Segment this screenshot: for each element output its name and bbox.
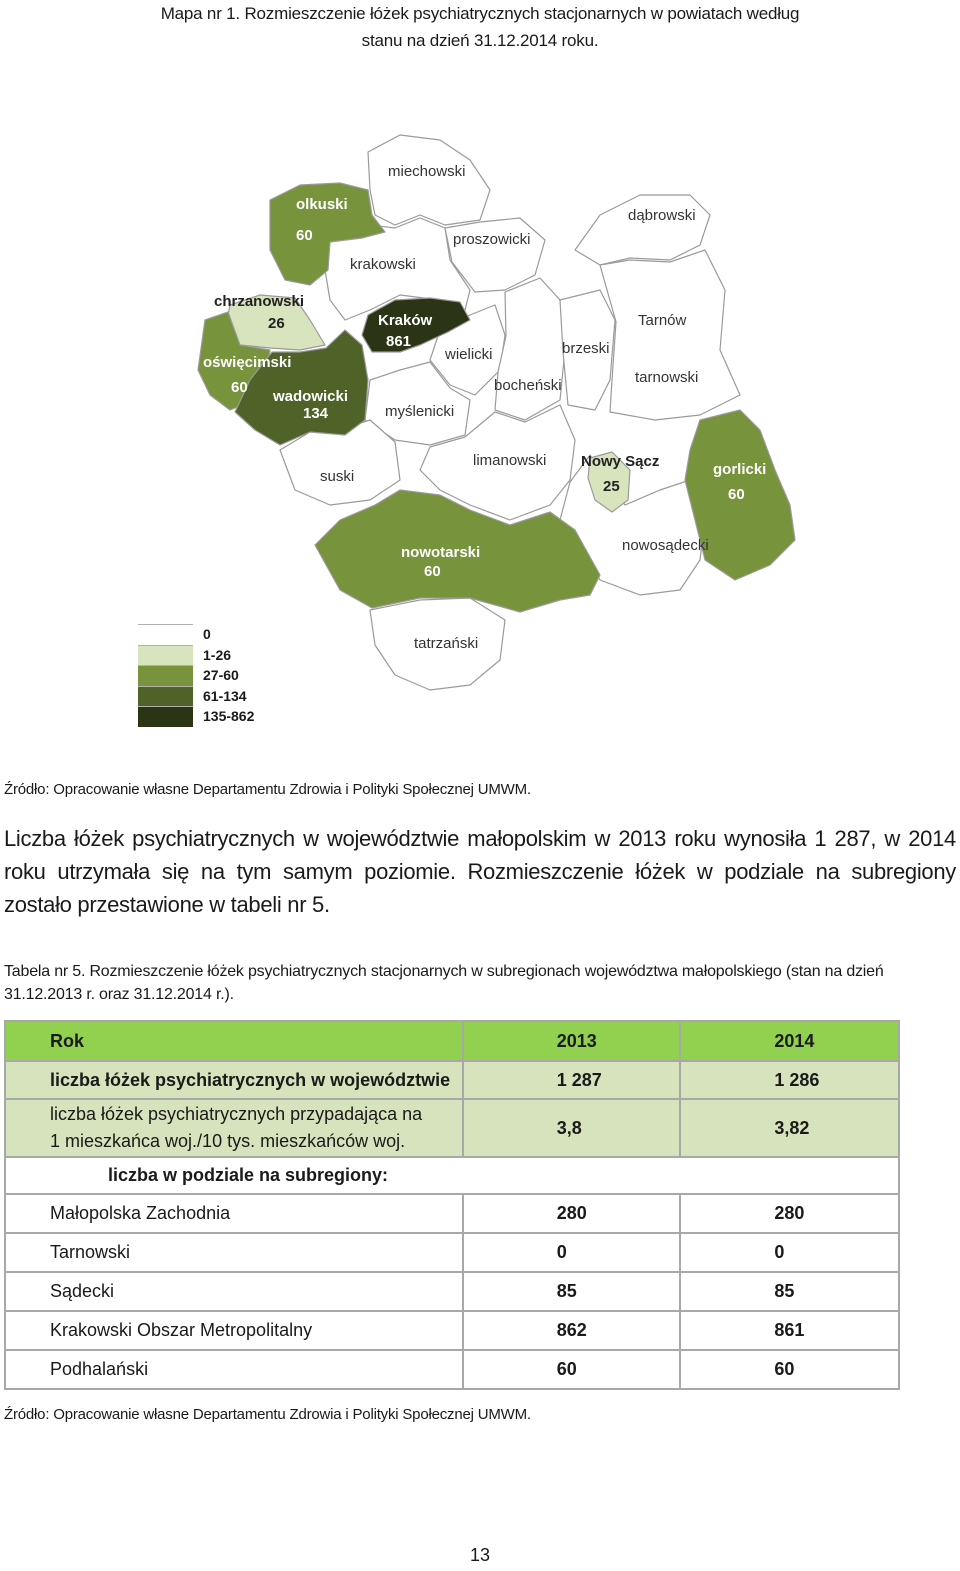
subregion-2013: 0 <box>463 1233 681 1272</box>
subregions-heading: liczba w podziale na subregiony: <box>5 1157 899 1194</box>
total-beds-2014: 1 286 <box>680 1061 899 1099</box>
total-beds-label: liczba łóżek psychiatrycznych w województwie <box>5 1061 463 1099</box>
beds-table <box>4 1020 900 1390</box>
legend-swatch <box>138 686 193 707</box>
district-miechowski <box>368 135 490 225</box>
label-olkuski-value: 60 <box>296 227 313 244</box>
subregion-name: Małopolska Zachodnia <box>5 1194 463 1233</box>
table-header-row <box>5 1021 899 1061</box>
label-chrzanowski-value: 26 <box>268 315 285 332</box>
label-olkuski: olkuski <box>296 196 348 213</box>
header-2013: 2013 <box>463 1021 681 1061</box>
label-suski: suski <box>320 468 355 485</box>
table-source: Źródło: Opracowanie własne Departamentu Zdrowia i Polityki Społecznej UMWM. <box>4 1406 531 1423</box>
label-krakow: Kraków <box>378 312 433 329</box>
subregion-2014: 85 <box>680 1272 899 1311</box>
subregion-2013: 862 <box>463 1311 681 1350</box>
label-myslenicki: myślenicki <box>385 403 455 420</box>
body-paragraph: Liczba łóżek psychiatrycznych w województwie małopolskim w 2013 roku wynosiła 1 287, w 2014 roku utrzymała się na tym samym poziomie. Rozmieszczenie łóżek w podziale na subregiony zostało przestawione w tabeli nr 5. <box>4 826 956 917</box>
label-proszowicki: proszowicki <box>453 231 531 248</box>
label-oswiecimski: oświęcimski <box>203 354 292 371</box>
subregion-2014: 280 <box>680 1194 899 1233</box>
label-chrzanowski: chrzanowski <box>214 293 305 310</box>
label-tatrzanski: tatrzański <box>414 635 479 652</box>
legend-item <box>138 624 254 645</box>
subregion-name: Tarnowski <box>5 1233 463 1272</box>
label-oswiecimski-value: 60 <box>231 379 248 396</box>
label-nowy-sacz: Nowy Sącz <box>581 453 660 470</box>
legend-item <box>138 686 254 707</box>
table-row-total-beds <box>5 1061 899 1099</box>
label-brzeski: brzeski <box>562 340 610 357</box>
label-tarnow: Tarnów <box>638 312 687 329</box>
label-limanowski: limanowski <box>473 452 547 469</box>
table-row <box>5 1272 899 1311</box>
label-gorlicki: gorlicki <box>713 461 767 478</box>
legend-item <box>138 665 254 686</box>
per-capita-2014: 3,82 <box>680 1099 899 1157</box>
table-row <box>5 1194 899 1233</box>
legend-item <box>138 645 254 666</box>
legend-item <box>138 706 254 727</box>
legend-label: 61-134 <box>203 687 247 704</box>
subregion-2013: 280 <box>463 1194 681 1233</box>
subregion-2014: 60 <box>680 1350 899 1389</box>
header-year: Rok <box>5 1021 463 1061</box>
per-capita-2013: 3,8 <box>463 1099 681 1157</box>
per-capita-label-line1: liczba łóżek psychiatrycznych przypadająca na <box>50 1104 423 1124</box>
table-row <box>5 1311 899 1350</box>
label-wadowicki: wadowicki <box>273 388 349 405</box>
subregion-2013: 85 <box>463 1272 681 1311</box>
label-tarnowski: tarnowski <box>635 369 699 386</box>
map-title-line2: stanu na dzień 31.12.2014 roku. <box>361 31 599 50</box>
table-row <box>5 1350 899 1389</box>
legend-label: 135-862 <box>203 708 255 725</box>
label-wielicki: wielicki <box>445 346 493 363</box>
label-nowy-sacz-value: 25 <box>603 478 620 495</box>
per-capita-label-line2: 1 mieszkańca woj./10 tys. mieszkańców woj. <box>50 1131 406 1151</box>
table-caption: Tabela nr 5. Rozmieszczenie łóżek psychiatrycznych stacjonarnych w subregionach województwa małopolskiego (stan na dzień 31.12.2013 r. oraz 31.12.2014 r.). <box>4 963 884 1003</box>
per-capita-label <box>5 1099 463 1157</box>
table-row-subheading <box>5 1157 899 1194</box>
map-legend <box>138 624 254 727</box>
subregion-name: Sądecki <box>5 1272 463 1311</box>
legend-swatch <box>138 624 193 645</box>
legend-swatch <box>138 706 193 727</box>
subregion-name: Podhalański <box>5 1350 463 1389</box>
label-dabrowski: dąbrowski <box>628 207 696 224</box>
legend-label: 0 <box>203 626 211 643</box>
map-title-line1: Mapa nr 1. Rozmieszczenie łóżek psychiatrycznych stacjonarnych w powiatach według <box>160 4 800 23</box>
label-wadowicki-value: 134 <box>303 405 329 422</box>
map-title <box>130 0 830 54</box>
label-gorlicki-value: 60 <box>728 486 745 503</box>
table-row-per-capita <box>5 1099 899 1157</box>
label-nowosadecki: nowosądecki <box>622 537 709 554</box>
label-miechowski: miechowski <box>388 163 466 180</box>
subregion-2013: 60 <box>463 1350 681 1389</box>
table-row <box>5 1233 899 1272</box>
legend-label: 27-60 <box>203 667 239 684</box>
label-krakow-value: 861 <box>386 333 412 350</box>
subregion-2014: 861 <box>680 1311 899 1350</box>
subregion-2014: 0 <box>680 1233 899 1272</box>
map-source: Źródło: Opracowanie własne Departamentu Zdrowia i Polityki Społecznej UMWM. <box>4 781 531 798</box>
page-number: 13 <box>469 1545 491 1565</box>
district-dabrowski <box>575 195 710 265</box>
subregion-name: Krakowski Obszar Metropolitalny <box>5 1311 463 1350</box>
legend-swatch <box>138 665 193 686</box>
header-2014: 2014 <box>680 1021 899 1061</box>
district-tarnowski <box>600 250 740 420</box>
label-bochenski: bocheński <box>494 377 562 394</box>
label-krakowski: krakowski <box>350 256 416 273</box>
legend-label: 1-26 <box>203 646 232 663</box>
label-nowotarski-value: 60 <box>424 563 441 580</box>
legend-swatch <box>138 645 193 666</box>
district-bochenski <box>495 278 565 420</box>
label-nowotarski: nowotarski <box>401 544 481 561</box>
total-beds-2013: 1 287 <box>463 1061 681 1099</box>
